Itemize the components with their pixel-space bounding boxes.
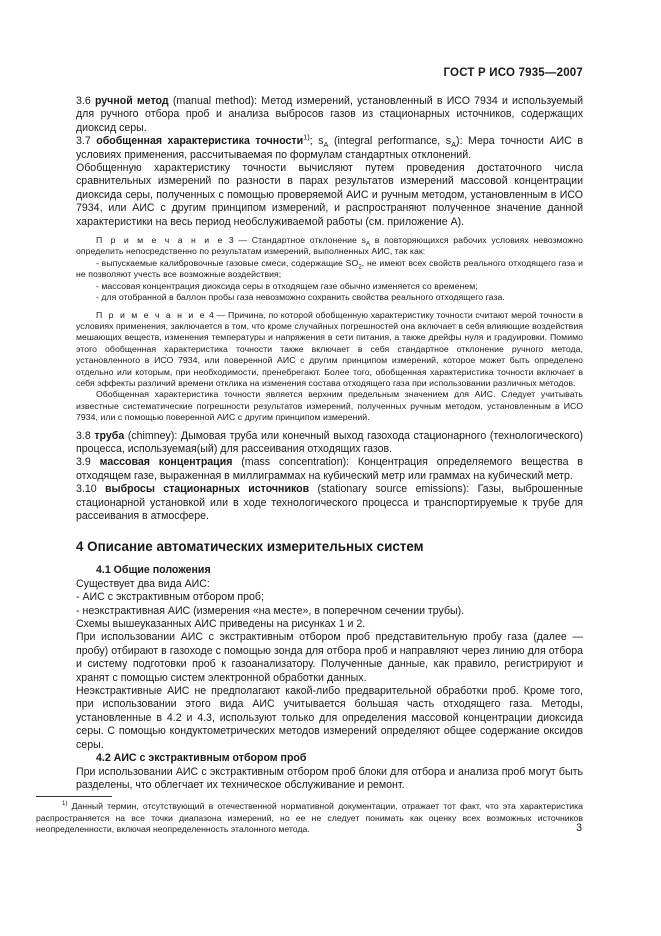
note-text: в повторяющихся рабочих условиях невозможно определить непосредственно по результатам измерений, выполненных АИС, так как:	[76, 235, 583, 257]
clause-3-10	[76, 483, 583, 523]
paragraph: Обобщенную характеристику точности вычисляют путем проведения достаточного числа сравнительных измерений по разности в парах результатов измерений массовой концентрации диоксида серы, полученных с помощью проверяемой АИС и ручным методом, установленным в ИСО 7934, или АИС с другим принципом измерений, и распространяют полученное значение данной характеристики на весь период необслуживаемой работы (см. приложение А).	[76, 162, 583, 228]
footnote-text: Данный термин, отсутствующий в отечественной нормативной документации, отражает тот факт, что эта характеристика распространяется на все точки диапазона измерений, но ее не следует понимать как оценку всех возможных источников неопределенности, включая неопределенность эталонного метода.	[36, 801, 583, 835]
clause-term: обобщенная характеристика точности	[96, 135, 304, 148]
subsection-4-1-heading: 4.1 Общие положения	[96, 564, 211, 577]
symbol-subscript: A	[323, 140, 329, 150]
note-3-item: - для отобранной в баллон пробы газа невозможно сохранить свойства реального отходящего газа.	[96, 292, 505, 303]
page-number: 3	[576, 822, 582, 834]
clause-3-6	[76, 95, 583, 135]
clause-number: 3.8	[76, 429, 91, 442]
footnote-divider	[36, 796, 112, 797]
paragraph: Схемы вышеуказанных АИС приведены на рисунках 1 и 2.	[76, 618, 366, 631]
page-header: ГОСТ Р ИСО 7935—2007	[443, 67, 583, 79]
note-label: П р и м е ч а н и е	[96, 309, 207, 320]
note-item-text: , не имеют всех свойств реального отходящего газа и не позволяют учесть все возможные воздействия;	[76, 257, 583, 280]
clause-text: (stationary source emissions): Газы, выброшенные стационарной установкой или в ходе технологического процесса и транспортируемые к трубе для рассеивания в атмосфере.	[76, 483, 583, 522]
note-3-item	[76, 258, 583, 281]
clause-term: ручной метод	[94, 95, 169, 107]
clause-term: труба	[94, 429, 125, 442]
paragraph: При использовании АИС с экстрактивным отбором проб блоки для отбора и анализа проб могут быть разделены, что облегчает их техническое обслуживание и ремонт.	[76, 765, 583, 791]
main-content	[76, 95, 583, 792]
note-item-text: - выпускаемые калибровочные газовые смеси, содержащие SO	[96, 257, 359, 268]
symbol-subscript: A	[365, 240, 371, 248]
section-4-heading: 4 Описание автоматических измерительных систем	[76, 539, 424, 555]
list-item: - неэкстрактивная АИС (измерения «на месте», в поперечном сечении трубы).	[76, 604, 465, 617]
clause-3-9	[76, 456, 583, 483]
clause-3-7	[76, 132, 583, 162]
clause-number: 3.6	[76, 95, 91, 107]
clause-number: 3.7	[76, 135, 91, 148]
paragraph: При использовании АИС с экстрактивным отбором проб представительную пробу газа (далее — пробу) отбирают в газоходе с помощью зонда для отбора проб и направляют через линию для отбора и систему подготовки проб к газоанализатору. Полученные данные, как правило, регистрируют и хранят с помощью систем электронной обработки данных.	[76, 631, 583, 684]
symbol-text: (integral performance, s	[328, 135, 452, 148]
footnote-mark: 1)	[62, 800, 68, 808]
paragraph: Неэкстрактивные АИС не предполагают какой-либо предварительной обработки проб. Кроме того, при использовании этого вида АИС учитывается большая часть отходящего газа. Методы, установленные в 4.2 и 4.3, используют только для определения массовой концентрации диоксида серы. С помощью кондуктометрических методов измерений определяют общее содержание оксидов серы.	[76, 685, 583, 751]
note-4	[76, 310, 583, 390]
symbol-subscript: 2	[358, 263, 362, 271]
list-item: - АИС с экстрактивным отбором проб;	[76, 591, 264, 604]
clause-number: 3.10	[76, 483, 97, 496]
note-label: П р и м е ч а н и е	[96, 235, 225, 246]
note-text: 4 — Причина, по которой обобщенную характеристику точности считают мерой точности в условиях применения, заключается в том, что кроме случайных погрешностей она включает в себя влияющие воздействия мешающих веществ, изменения температуры и напряжения в сети питания, а также дрейфы нуля и градуировки. Помимо этого обобщенная характеристика точности также включает в себя стандартное отклонение ручного метода, установленного в ИСО 7934, или поверенной АИС с другим принципом измерений, которое может быть определено отдельно или которым, при необходимости, пренебрегают. Более того, обобщенная характеристика точности включает в себя эффекты различий времени отклика на изменения состава отходящего газа при использовании различных методов.	[76, 309, 583, 388]
subsection-4-2-heading: 4.2 АИС с экстрактивным отбором проб	[96, 752, 307, 765]
note-3	[76, 235, 583, 258]
symbol-text: ; s	[309, 135, 324, 148]
clause-number: 3.9	[76, 456, 91, 469]
footnote-ref: 1)	[303, 132, 310, 142]
symbol-subscript: A	[451, 140, 457, 150]
note-4-continued: Обобщенная характеристика точности является верхним предельным значением для АИС. Следует учитывать известные систематические погрешности результатов измерений, полученных ручным методом, установленным в ИСО 7934, или с помощью поверенной АИС с другим принципом измерений.	[76, 389, 583, 423]
note-text: 3 — Стандартное отклонение s	[224, 235, 366, 246]
clause-text: (mass concentration): Концентрация определяемого вещества в отходящем газе, выраженная в миллиграммах на кубический метр или граммах на кубический метр.	[76, 456, 584, 482]
note-3-item: - массовая концентрация диоксида серы в отходящем газе обычно изменяется со временем;	[96, 280, 478, 291]
clause-text: ): Мера точности АИС в условиях применения, рассчитываемая по формулам стандартных отклонений.	[76, 135, 583, 161]
clause-3-8	[76, 430, 583, 457]
paragraph: Существует два вида АИС:	[76, 577, 210, 590]
footnote	[36, 801, 583, 836]
clause-text: (manual method): Метод измерений, установленный в ИСО 7934 и используемый для ручного отбора проб и анализа выбросов газов из стационарных источников, содержащих диоксид серы.	[76, 95, 583, 134]
clause-text: (chimney): Дымовая труба или конечный выход газохода стационарного (технологического) процесса, используемая(ый) для рассеивания отходящих газов.	[76, 429, 583, 455]
clause-term: массовая концентрация	[99, 456, 233, 469]
clause-term: выбросы стационарных источников	[105, 483, 310, 496]
